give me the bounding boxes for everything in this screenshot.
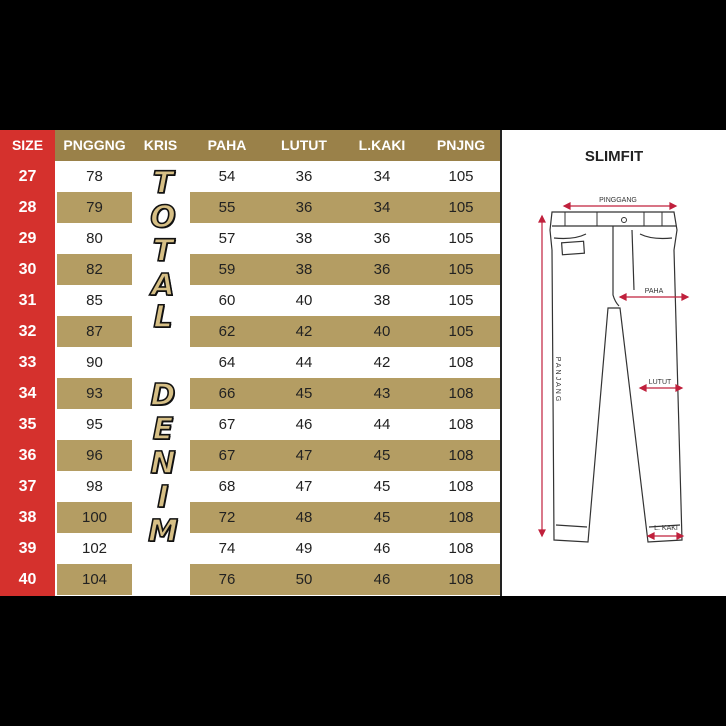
cell-lutut: 48 bbox=[295, 509, 313, 526]
fit-diagram-panel bbox=[502, 130, 726, 596]
cell-lkaki: 36 bbox=[373, 230, 391, 247]
size-chart bbox=[0, 130, 726, 596]
cell-paha: 66 bbox=[218, 385, 236, 402]
size-column bbox=[0, 130, 55, 596]
decor-letter: O bbox=[150, 200, 176, 235]
cell-paha: 67 bbox=[218, 447, 236, 464]
cell-pinggang: 79 bbox=[86, 199, 103, 216]
size-cell: 36 bbox=[18, 447, 37, 464]
cell-pinggang: 78 bbox=[86, 168, 103, 185]
decor-letter: E bbox=[152, 412, 174, 447]
cell-pinggang: 85 bbox=[86, 292, 103, 309]
cell-panjang: 108 bbox=[448, 354, 474, 371]
cell-lutut: 47 bbox=[295, 447, 313, 464]
cell-paha: 62 bbox=[218, 323, 236, 340]
cell-pinggang: 104 bbox=[81, 571, 108, 588]
size-cell: 34 bbox=[18, 385, 37, 402]
cell-lutut: 38 bbox=[295, 230, 313, 247]
size-cell: 40 bbox=[18, 571, 37, 588]
cell-lutut: 47 bbox=[295, 478, 313, 495]
cell-lkaki: 34 bbox=[373, 199, 391, 216]
decor-letter: L bbox=[153, 300, 173, 335]
size-cell: 33 bbox=[18, 354, 37, 371]
cell-pinggang: 87 bbox=[86, 323, 103, 340]
cell-paha: 55 bbox=[218, 199, 236, 216]
size-cell: 28 bbox=[18, 199, 37, 216]
decor-letter: I bbox=[157, 480, 169, 515]
cell-paha: 68 bbox=[218, 478, 236, 495]
cell-panjang: 108 bbox=[448, 447, 474, 464]
size-cell: 30 bbox=[18, 261, 37, 278]
header-lutut: LUTUT bbox=[281, 137, 327, 153]
size-cell: 37 bbox=[18, 478, 37, 495]
cell-lkaki: 45 bbox=[373, 447, 391, 464]
cell-paha: 76 bbox=[218, 571, 236, 588]
cell-lkaki: 45 bbox=[373, 478, 391, 495]
cell-lutut: 49 bbox=[295, 540, 313, 557]
cell-paha: 67 bbox=[218, 416, 236, 433]
label-panjang: PANJANG bbox=[554, 356, 561, 404]
cell-panjang: 105 bbox=[448, 230, 474, 247]
cell-lutut: 50 bbox=[295, 571, 313, 588]
fit-title: SLIMFIT bbox=[584, 148, 644, 165]
cell-paha: 57 bbox=[218, 230, 236, 247]
cell-pinggang: 90 bbox=[86, 354, 103, 371]
cell-lutut: 40 bbox=[295, 292, 313, 309]
cell-panjang: 105 bbox=[448, 323, 474, 340]
cell-pinggang: 95 bbox=[86, 416, 103, 433]
header-size: SIZE bbox=[11, 137, 44, 153]
decor-letter: A bbox=[151, 268, 175, 303]
cell-paha: 54 bbox=[218, 168, 236, 185]
label-paha: PAHA bbox=[644, 288, 664, 295]
decor-letter: D bbox=[150, 378, 176, 413]
cell-lkaki: 42 bbox=[373, 354, 391, 371]
cell-paha: 74 bbox=[218, 540, 236, 557]
cell-panjang: 105 bbox=[448, 199, 474, 216]
cell-pinggang: 80 bbox=[86, 230, 103, 247]
cell-panjang: 105 bbox=[448, 261, 474, 278]
size-cell: 29 bbox=[18, 230, 37, 247]
header-pinggang: PNGGNG bbox=[63, 137, 126, 153]
header-lkaki: L.KAKI bbox=[358, 137, 406, 153]
size-cell: 31 bbox=[18, 292, 37, 309]
size-cell: 39 bbox=[18, 540, 37, 557]
size-cell: 38 bbox=[18, 509, 37, 526]
cell-paha: 72 bbox=[218, 509, 236, 526]
cell-lutut: 36 bbox=[295, 168, 313, 185]
cell-panjang: 105 bbox=[448, 168, 474, 185]
cell-panjang: 108 bbox=[448, 385, 474, 402]
belt-loops bbox=[565, 212, 662, 226]
cell-pinggang: 96 bbox=[86, 447, 103, 464]
cell-lkaki: 34 bbox=[373, 168, 391, 185]
decor-letter: T bbox=[152, 234, 174, 269]
cell-panjang: 108 bbox=[448, 540, 474, 557]
label-lkaki: L. KAKI bbox=[654, 525, 678, 532]
cell-pinggang: 102 bbox=[81, 540, 108, 557]
header-panjang: PNJNG bbox=[436, 137, 486, 153]
size-cell: 27 bbox=[18, 168, 37, 185]
cell-lutut: 45 bbox=[295, 385, 313, 402]
cell-lutut: 42 bbox=[295, 323, 313, 340]
cell-pinggang: 100 bbox=[81, 509, 108, 526]
cell-pinggang: 98 bbox=[86, 478, 103, 495]
decor-letter: M bbox=[148, 514, 178, 549]
cell-lutut: 44 bbox=[295, 354, 313, 371]
cell-lkaki: 43 bbox=[373, 385, 391, 402]
jeans-outline bbox=[550, 212, 682, 542]
header-paha: PAHA bbox=[207, 137, 247, 153]
cell-panjang: 105 bbox=[448, 292, 474, 309]
cell-panjang: 108 bbox=[448, 416, 474, 433]
cell-panjang: 108 bbox=[448, 509, 474, 526]
button-icon bbox=[622, 218, 627, 223]
cell-lkaki: 44 bbox=[373, 416, 391, 433]
cell-lutut: 38 bbox=[295, 261, 313, 278]
cell-paha: 64 bbox=[218, 354, 236, 371]
cell-lkaki: 36 bbox=[373, 261, 391, 278]
cell-panjang: 108 bbox=[448, 571, 474, 588]
cell-lkaki: 45 bbox=[373, 509, 391, 526]
decor-letter: T bbox=[152, 166, 174, 201]
cell-lkaki: 46 bbox=[373, 540, 391, 557]
header-kris: KRIS bbox=[143, 137, 178, 153]
cell-paha: 59 bbox=[218, 261, 236, 278]
cell-lutut: 46 bbox=[295, 416, 313, 433]
cell-lkaki: 46 bbox=[373, 571, 391, 588]
cell-lkaki: 40 bbox=[373, 323, 391, 340]
label-lutut: LUTUT bbox=[648, 379, 672, 386]
size-cell: 32 bbox=[18, 323, 37, 340]
jeans-diagram bbox=[502, 130, 726, 596]
cell-paha: 60 bbox=[218, 292, 236, 309]
cell-lutut: 36 bbox=[295, 199, 313, 216]
cell-pinggang: 93 bbox=[86, 385, 103, 402]
label-pinggang: PINGGANG bbox=[599, 197, 637, 204]
cell-lkaki: 38 bbox=[373, 292, 391, 309]
cell-panjang: 108 bbox=[448, 478, 474, 495]
size-cell: 35 bbox=[18, 416, 37, 433]
decor-letter: N bbox=[150, 446, 176, 481]
cell-pinggang: 82 bbox=[86, 261, 103, 278]
